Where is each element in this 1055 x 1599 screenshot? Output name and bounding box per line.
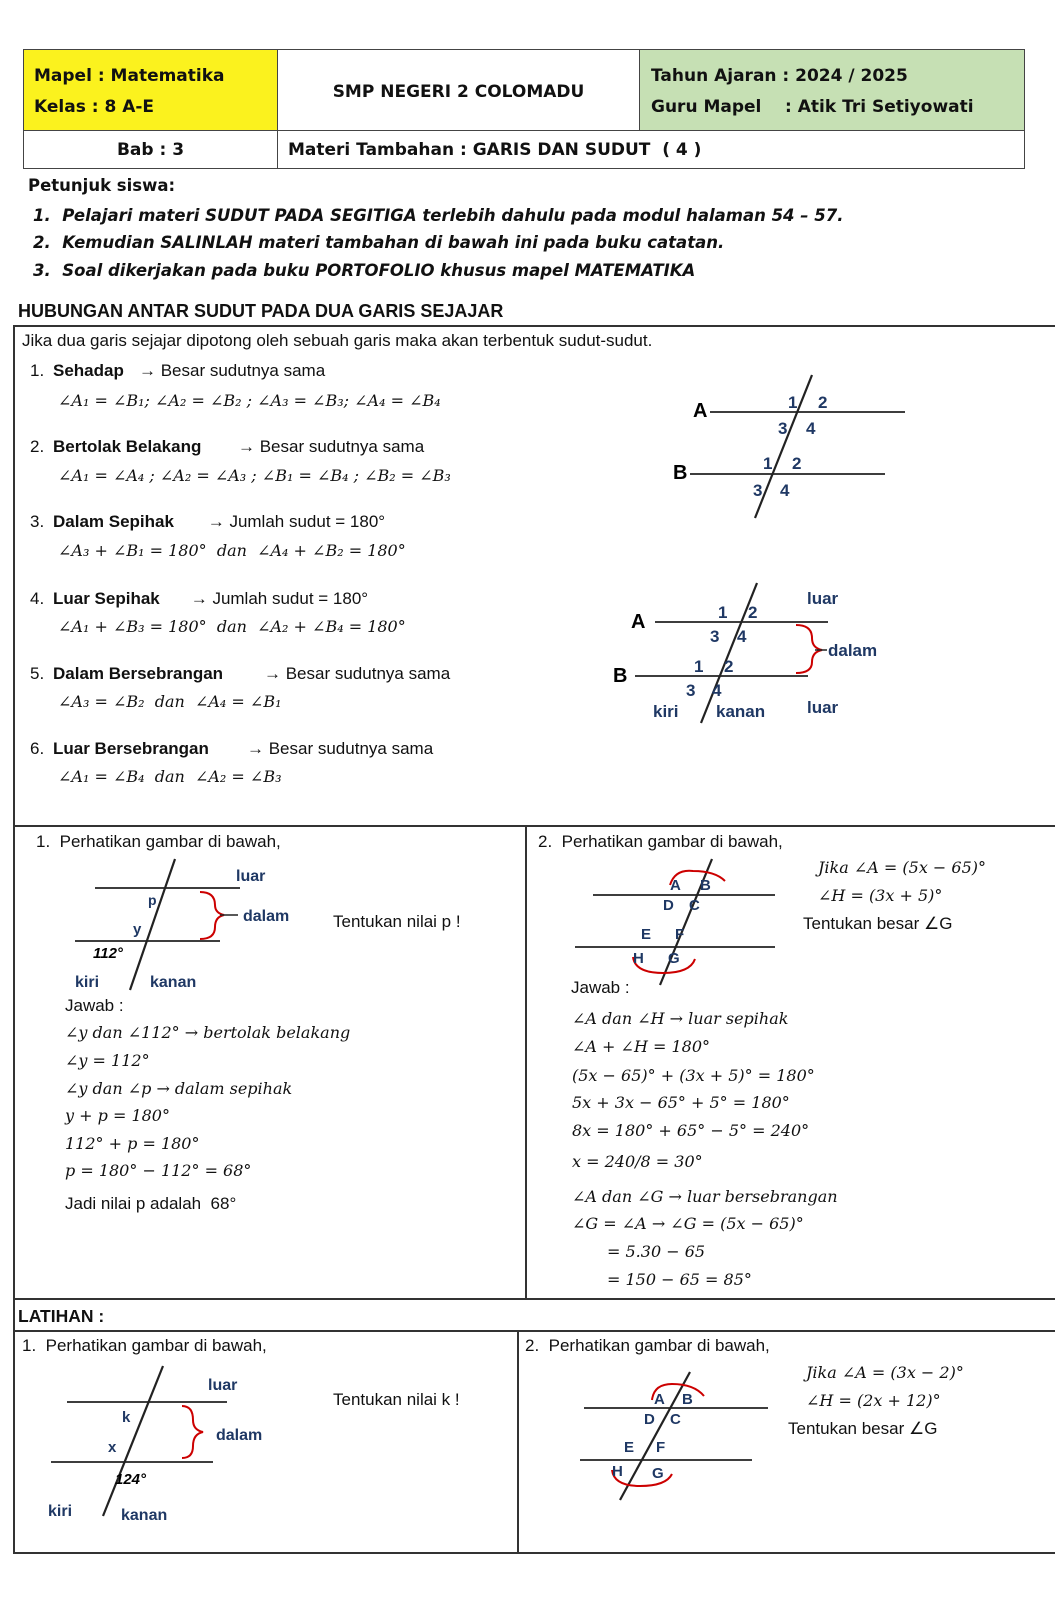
header-bab-cell [23, 130, 278, 169]
svg-text:G: G [652, 1465, 664, 1482]
line-a-label: A [693, 400, 708, 422]
latihan-q2-given: Tentukan besar ∠G [788, 1419, 938, 1438]
svg-text:kiri: kiri [75, 974, 100, 991]
svg-text:y: y [133, 921, 142, 938]
svg-text:kiri: kiri [48, 1503, 73, 1520]
svg-text:B: B [682, 1391, 693, 1408]
bab-label: Bab : 3 [116, 140, 185, 160]
svg-text:A: A [670, 877, 681, 894]
svg-text:C: C [670, 1411, 681, 1428]
svg-text:dalam: dalam [243, 908, 290, 925]
svg-text:dalam: dalam [828, 641, 878, 660]
latihan-q2-title: 2. Perhatikan gambar di bawah, [525, 1336, 770, 1355]
instruction-item: 3. Soal dikerjakan pada buku PORTOFOLIO khusus mapel MATEMATIKA [33, 261, 696, 280]
example2-figure [575, 855, 785, 985]
svg-text:E: E [641, 926, 652, 943]
svg-text:2: 2 [724, 657, 734, 676]
svg-text:B: B [613, 665, 628, 687]
latihan-q1-title: 1. Perhatikan gambar di bawah, [22, 1336, 267, 1355]
svg-text:4: 4 [712, 681, 722, 700]
example1-line: y + p = 180° [65, 1106, 170, 1125]
svg-text:G: G [668, 950, 680, 967]
example2-line: 8x = 180° + 65° − 5° = 240° [572, 1121, 810, 1140]
header-year-cell [639, 49, 1025, 131]
instruction-item: 1. Pelajari materi SUDUT PADA SEGITIGA terlebih dahulu pada modul halaman 54 – 57. [33, 206, 844, 225]
svg-text:D: D [663, 897, 674, 914]
example2-given: Jika ∠A = (5x − 65)° [818, 858, 987, 877]
latihan-q1-question: Tentukan nilai k ! [333, 1390, 460, 1409]
example2-given: ∠H = (3x + 5)° [818, 886, 943, 905]
example1-line: ∠y dan ∠p → dalam sepihak [65, 1079, 293, 1098]
divider [13, 825, 1055, 827]
example2-given: Tentukan besar ∠G [803, 914, 953, 933]
example2-line: = 5.30 − 65 [607, 1242, 706, 1261]
svg-text:k: k [122, 1409, 131, 1426]
svg-text:luar: luar [236, 868, 266, 885]
header-materi-cell [277, 130, 1025, 169]
transversal-diagram-regions [600, 578, 900, 728]
instructions-title: Petunjuk siswa: [28, 176, 176, 195]
svg-text:x: x [108, 1439, 117, 1456]
svg-text:4: 4 [737, 627, 747, 646]
svg-text:124°: 124° [115, 1471, 147, 1488]
svg-text:1: 1 [718, 603, 728, 622]
divider [13, 1330, 1055, 1332]
latihan-title: LATIHAN : [18, 1306, 105, 1326]
svg-text:H: H [633, 950, 644, 967]
svg-text:3: 3 [753, 481, 763, 500]
example2-line: ∠A dan ∠H → luar sepihak [572, 1009, 789, 1028]
svg-text:3: 3 [686, 681, 696, 700]
svg-text:kanan: kanan [150, 974, 197, 991]
mapel-label: Mapel : Matematika [34, 66, 225, 86]
section-title: HUBUNGAN ANTAR SUDUT PADA DUA GARIS SEJAJAR [18, 301, 504, 321]
svg-text:1: 1 [763, 454, 773, 473]
svg-text:112°: 112° [93, 945, 123, 962]
divider [517, 1330, 519, 1553]
svg-text:luar: luar [208, 1377, 238, 1394]
school-name: SMP NEGERI 2 COLOMADU [332, 82, 585, 102]
transversal-diagram-numbered [660, 365, 920, 525]
header-school-cell [277, 49, 640, 131]
example2-title: 2. Perhatikan gambar di bawah, [538, 832, 783, 851]
svg-text:kiri: kiri [653, 702, 679, 721]
example2-line: ∠G = ∠A → ∠G = (5x − 65)° [572, 1214, 804, 1233]
divider [525, 825, 527, 1298]
svg-text:B: B [700, 877, 711, 894]
svg-text:3: 3 [778, 419, 788, 438]
svg-text:1: 1 [694, 657, 704, 676]
svg-text:A: A [654, 1391, 665, 1408]
example1-line: ∠y dan ∠112° → bertolak belakang [65, 1023, 351, 1042]
section-intro: Jika dua garis sejajar dipotong oleh sebuah garis maka akan terbentuk sudut-sudut. [22, 331, 653, 350]
example1-line: p = 180° − 112° = 68° [65, 1161, 252, 1180]
svg-text:kanan: kanan [716, 702, 766, 721]
svg-text:2: 2 [792, 454, 802, 473]
svg-text:dalam: dalam [216, 1427, 263, 1444]
svg-text:4: 4 [806, 419, 816, 438]
svg-text:1: 1 [788, 393, 798, 412]
svg-text:D: D [644, 1411, 655, 1428]
divider [13, 1298, 1055, 1300]
materi-label: Materi Tambahan : GARIS DAN SUDUT ( 4 ) [288, 140, 702, 160]
line-b-label: B [673, 462, 688, 484]
example1-line: ∠y = 112° [65, 1051, 150, 1070]
latihan-q2-given: Jika ∠A = (3x − 2)° [806, 1363, 964, 1382]
svg-text:4: 4 [780, 481, 790, 500]
example1-conclusion: Jadi nilai p adalah 68° [65, 1194, 237, 1213]
example2-line: = 150 − 65 = 85° [607, 1270, 752, 1289]
svg-text:F: F [656, 1439, 666, 1456]
example1-title: 1. Perhatikan gambar di bawah, [36, 832, 281, 851]
school-year: Tahun Ajaran : 2024 / 2025 [651, 66, 908, 86]
kelas-label: Kelas : 8 A-E [34, 97, 155, 117]
svg-text:luar: luar [807, 589, 839, 608]
teacher-name: Guru Mapel : Atik Tri Setiyowati [651, 97, 974, 117]
divider [13, 1552, 1055, 1554]
example1-line: 112° + p = 180° [65, 1134, 200, 1153]
example2-line: x = 240/8 = 30° [572, 1152, 703, 1171]
example2-answer-label: Jawab : [571, 978, 630, 997]
example2-line: 5x + 3x − 65° + 5° = 180° [572, 1093, 790, 1112]
example2-line: ∠A + ∠H = 180° [572, 1037, 711, 1056]
instruction-item: 2. Kemudian SALINLAH materi tambahan di bawah ini pada buku catatan. [33, 233, 725, 252]
svg-text:3: 3 [710, 627, 720, 646]
svg-text:E: E [624, 1439, 635, 1456]
header-mapel-cell [23, 49, 278, 131]
svg-text:2: 2 [818, 393, 828, 412]
svg-text:H: H [612, 1463, 623, 1480]
divider [13, 325, 1055, 327]
divider [13, 325, 15, 1553]
latihan-q2-given: ∠H = (2x + 12)° [806, 1391, 941, 1410]
example1-question: Tentukan nilai p ! [333, 912, 461, 931]
latihan-q2-figure [580, 1362, 780, 1502]
example2-line: ∠A dan ∠G → luar bersebrangan [572, 1187, 838, 1206]
example1-figure [60, 855, 320, 995]
svg-text:p: p [148, 892, 157, 908]
svg-text:2: 2 [748, 603, 758, 622]
svg-text:kanan: kanan [121, 1507, 168, 1524]
svg-text:A: A [631, 611, 646, 633]
svg-text:C: C [689, 897, 700, 914]
svg-text:F: F [675, 926, 685, 943]
example1-answer-label: Jawab : [65, 996, 124, 1015]
example2-line: (5x − 65)° + (3x + 5)° = 180° [572, 1066, 815, 1085]
latihan-q1-figure [45, 1360, 305, 1524]
svg-text:luar: luar [807, 698, 839, 717]
